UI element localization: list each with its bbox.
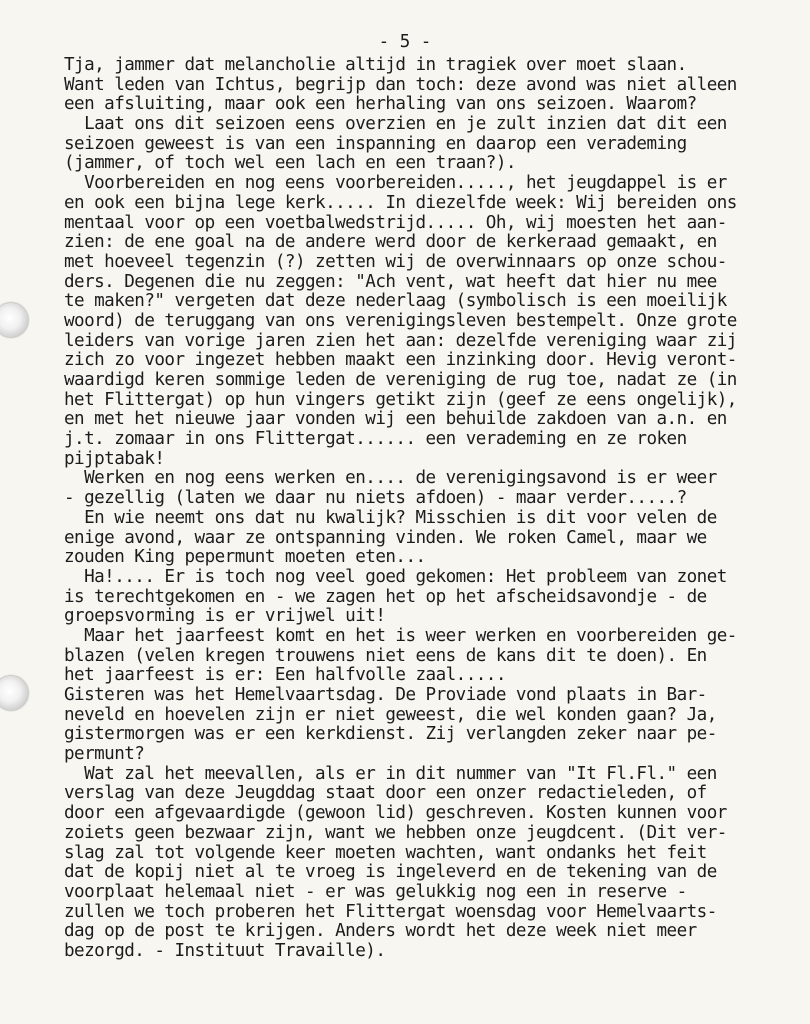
text-line: Maar het jaarfeest komt en het is weer werken en voorbereiden ge- xyxy=(64,625,737,646)
text-line: verslag van deze Jeugddag staat door een onzer redactieleden, of xyxy=(64,783,707,804)
text-line: blazen (velen kregen trouwens niet eens de kans dit te doen). En xyxy=(64,645,707,666)
text-line: zich zo voor ingezet hebben maakt een inzinking door. Hevig veront- xyxy=(64,350,737,371)
punch-hole-top xyxy=(0,303,28,337)
text-line: mentaal voor op een voetbalwedstrijd..... Oh, wij moesten het aan- xyxy=(64,212,727,233)
text-line: Werken en nog eens werken en.... de verenigingsavond is er weer xyxy=(64,468,717,489)
body-text xyxy=(64,56,737,962)
text-line: bezorgd. - Instituut Travaille). xyxy=(64,940,386,961)
text-line: j.t. zomaar in ons Flittergat...... een verademing en ze roken xyxy=(64,429,687,450)
text-line: (jammer, of toch wel een lach en een traan?). xyxy=(64,153,516,174)
text-line: en met het nieuwe jaar vonden wij een behuilde zakdoen van a.n. en xyxy=(64,409,727,430)
text-line: woord) de teruggang van ons verenigingsleven bestempelt. Onze grote xyxy=(64,310,737,331)
text-line: is terechtgekomen en - we zagen het op het afscheidsavondje - de xyxy=(64,586,707,607)
text-line: Ha!.... Er is toch nog veel goed gekomen: Het probleem van zonet xyxy=(64,566,727,587)
text-line: en ook een bijna lege kerk..... In diezelfde week: Wij bereiden ons xyxy=(64,192,737,213)
text-line: pijptabak! xyxy=(64,448,165,469)
text-line: met hoeveel tegenzin (?) zetten wij de overwinnaars op onze schou- xyxy=(64,251,727,272)
text-line: Gisteren was het Hemelvaartsdag. De Proviade vond plaats in Bar- xyxy=(64,685,707,705)
text-line: slag zal tot volgende keer moeten wachten, want ondanks het feit xyxy=(64,842,707,863)
text-line: waardigd keren sommige leden de vereniging de rug toe, nadat ze (in xyxy=(64,370,737,390)
text-line: Voorbereiden en nog eens voorbereiden....., het jeugdappel is er xyxy=(64,173,727,194)
text-line: het Flittergat) op hun vingers getikt zijn (geef ze eens ongelijk), xyxy=(64,389,737,410)
text-line: dag op de post te krijgen. Anders wordt het deze week niet meer xyxy=(64,921,697,942)
text-line: zouden King pepermunt moeten eten... xyxy=(64,547,426,568)
text-line: Want leden van Ichtus, begrijp dan toch: deze avond was niet alleen xyxy=(64,74,737,95)
text-line: ders. Degenen die nu zeggen: "Ach vent, wat heeft dat hier nu mee xyxy=(64,271,717,292)
text-line: te maken?" vergeten dat deze nederlaag (symbolisch is een moeilijk xyxy=(64,291,727,312)
text-line: enige avond, waar ze ontspanning vinden. We roken Camel, maar we xyxy=(64,527,707,548)
text-line: Wat zal het meevallen, als er in dit nummer van "It Fl.Fl." een xyxy=(64,763,717,784)
text-line: leiders van vorige jaren zien het aan: dezelfde vereniging waar zij xyxy=(64,330,737,351)
text-line: zoiets geen bezwaar zijn, want we hebben onze jeugdcent. (Dit ver- xyxy=(64,822,727,843)
text-line: seizoen geweest is van een inspanning en daarop een verademing xyxy=(64,133,687,154)
text-line: permunt? xyxy=(64,744,145,765)
text-line: door een afgevaardigde (gewoon lid) geschreven. Kosten kunnen voor xyxy=(64,803,727,824)
punch-hole-bottom xyxy=(0,676,28,710)
text-line: gistermorgen was er een kerkdienst. Zij verlangden zeker naar pe- xyxy=(64,724,717,745)
text-line: zien: de ene goal na de andere werd door de kerkeraad gemaakt, en xyxy=(64,232,717,253)
text-line: - gezellig (laten we daar nu niets afdoen) - maar verder.....? xyxy=(64,488,687,509)
text-line: groepsvorming is er vrijwel uit! xyxy=(64,606,386,627)
text-line: zullen we toch proberen het Flittergat woensdag voor Hemelvaarts- xyxy=(64,901,717,922)
text-line: neveld en hoevelen zijn er niet geweest, die wel konden gaan? Ja, xyxy=(64,704,717,725)
text-line: het jaarfeest is er: Een halfvolle zaal..... xyxy=(64,665,506,686)
text-line: Laat ons dit seizoen eens overzien en je zult inzien dat dit een xyxy=(64,114,727,135)
text-line: een afsluiting, maar ook een herhaling van ons seizoen. Waarom? xyxy=(64,94,697,115)
text-line: voorplaat helemaal niet - er was gelukkig nog een in reserve - xyxy=(64,881,687,902)
text-line: dat de kopij niet al te vroeg is ingeleverd en de tekening van de xyxy=(64,862,717,883)
page-number: - 5 - xyxy=(378,32,432,52)
text-line: En wie neemt ons dat nu kwalijk? Misschien is dit voor velen de xyxy=(64,507,717,528)
text-line: Tja, jammer dat melancholie altijd in tragiek over moet slaan. xyxy=(64,55,687,75)
